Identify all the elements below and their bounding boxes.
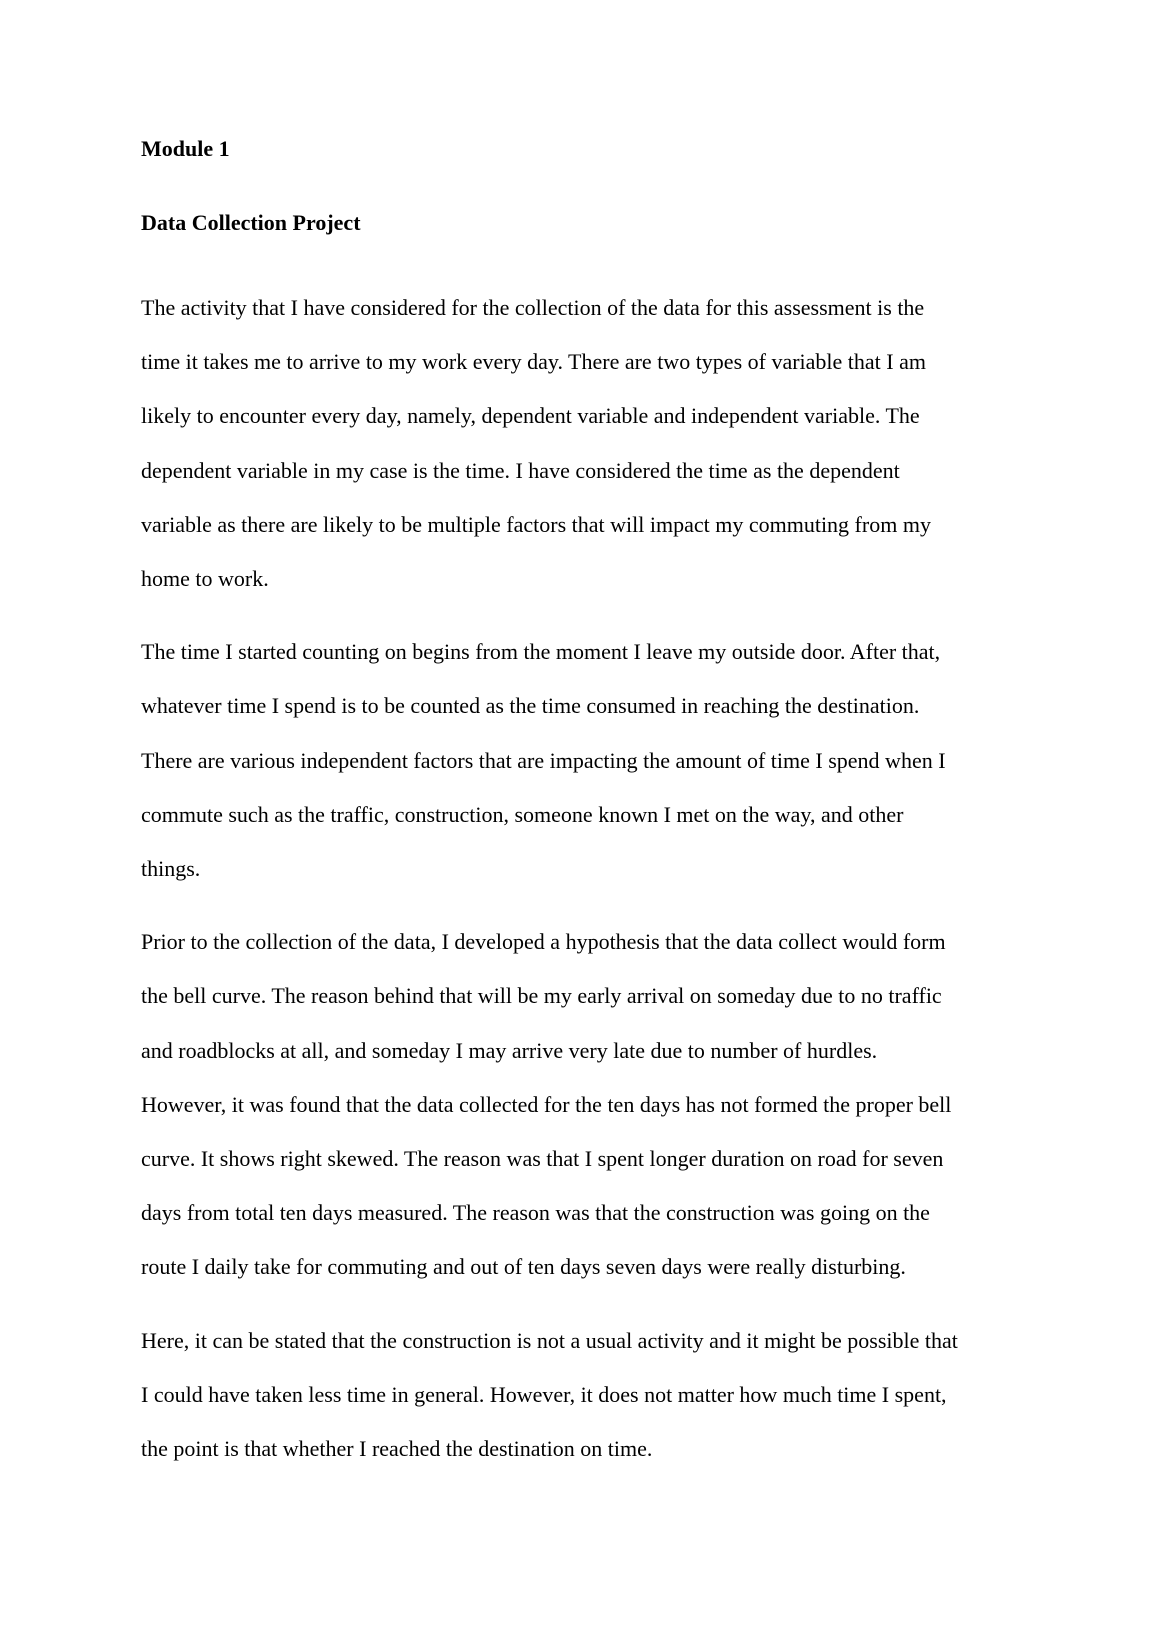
text-line: However, it was found that the data collected for the ten days has not formed the proper bell: [141, 1091, 952, 1117]
text-line: days from total ten days measured. The reason was that the construction was going on the: [141, 1200, 930, 1226]
text-line: route I daily take for commuting and out of ten days seven days were really disturbing.: [141, 1254, 906, 1280]
text-line: dependent variable in my case is the time. I have considered the time as the dependent: [141, 457, 900, 483]
document-title: Data Collection Project: [141, 210, 361, 235]
text-line: the point is that whether I reached the destination on time.: [141, 1436, 653, 1462]
text-line: time it takes me to arrive to my work every day. There are two types of variable that I am: [141, 349, 926, 375]
text-line: Prior to the collection of the data, I developed a hypothesis that the data collect would form: [141, 929, 946, 955]
text-line: whatever time I spend is to be counted as the time consumed in reaching the destination.: [141, 693, 920, 719]
text-line: home to work.: [141, 566, 269, 592]
text-line: I could have taken less time in general. However, it does not matter how much time I spent,: [141, 1381, 947, 1407]
text-line: variable as there are likely to be multiple factors that will impact my commuting from my: [141, 511, 931, 537]
module-heading: Module 1: [141, 136, 230, 161]
text-line: likely to encounter every day, namely, dependent variable and independent variable. The: [141, 403, 920, 429]
text-line: the bell curve. The reason behind that will be my early arrival on someday due to no traffic: [141, 983, 942, 1009]
text-line: commute such as the traffic, construction, someone known I met on the way, and other: [141, 801, 904, 827]
text-line: There are various independent factors that are impacting the amount of time I spend when I: [141, 747, 946, 773]
text-line: and roadblocks at all, and someday I may arrive very late due to number of hurdles.: [141, 1037, 878, 1063]
text-line: The activity that I have considered for the collection of the data for this assessment is the: [141, 295, 925, 320]
text-line: curve. It shows right skewed. The reason was that I spent longer duration on road for seven: [141, 1146, 944, 1172]
document-body: [141, 134, 1021, 1495]
paragraph-3: [141, 915, 1021, 1294]
paragraph-1: [141, 281, 1021, 606]
paragraph-2: [141, 625, 1021, 896]
text-line: things.: [141, 856, 201, 882]
text-line: Here, it can be stated that the construction is not a usual activity and it might be possible that: [141, 1327, 958, 1353]
text-line: The time I started counting on begins from the moment I leave my outside door. After that,: [141, 639, 941, 665]
paragraph-4: [141, 1314, 1021, 1477]
